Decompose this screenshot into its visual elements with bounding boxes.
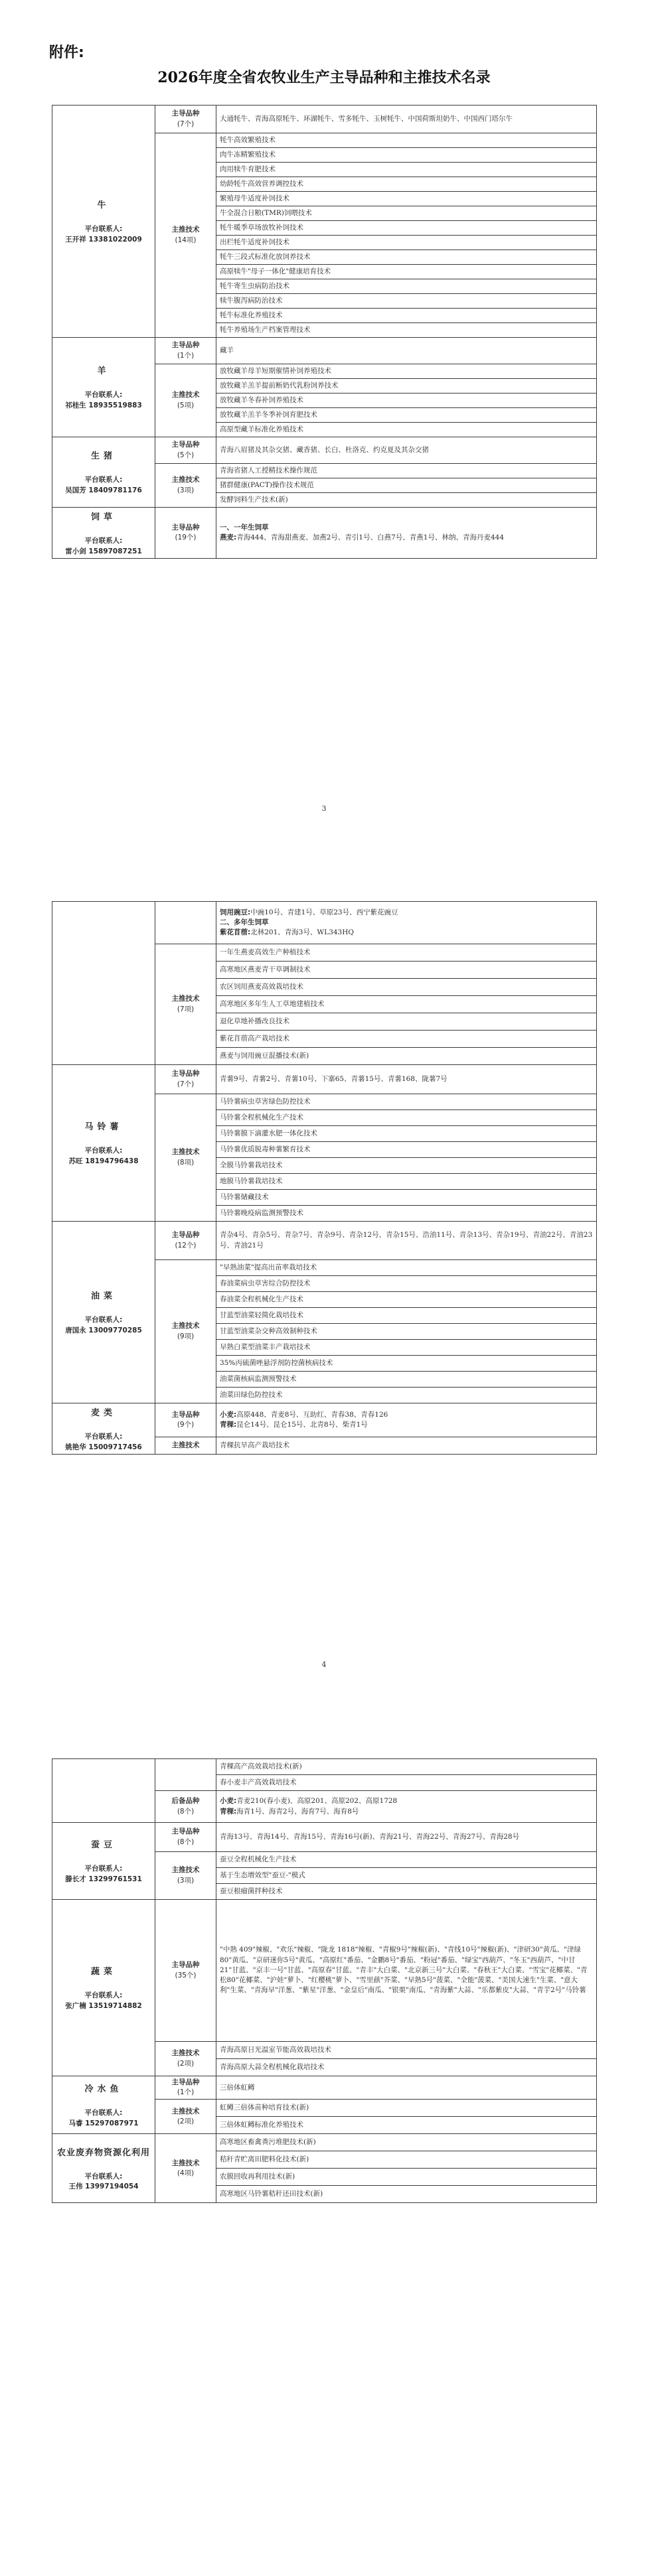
tech-item: 发酵饲料生产技术(新) [216,493,597,508]
tech-label-cell: 主推技术 (5项) [155,364,216,437]
contact-label: 平台联系人: [84,1991,123,2000]
varieties-label-cell: 主导品种 (9个) [155,1403,216,1437]
varieties-list: 大通牦牛、青海高原牦牛、环湖牦牛、雪多牦牛、玉树牦牛、中国荷斯坦奶牛、中国西门塔尔牛 [216,106,597,133]
tech-item: 春油菜全程机械化生产技术 [216,1292,597,1308]
contact-info: 唐国永 13009770285 [65,1326,142,1334]
category-cell-wheat [52,1403,155,1455]
tech-item: 燕麦与饲用豌豆混播技术(新) [216,1048,597,1065]
varieties-list: 青海八眉猪及其杂交猪、藏香猪、长白、杜洛克、约克夏及其杂交猪 [216,437,597,464]
tech-item: 紫花苜蓿高产栽培技术 [216,1031,597,1048]
tech-label-cell: 主推技术 (9项) [155,1260,216,1403]
tech-item: 牦牛标准化养殖技术 [216,309,597,323]
tech-item: 猪群健康(PACT)操作技术规范 [216,478,597,493]
category-name: 牛 [97,200,110,211]
tech-item: 繁殖母牛适度补饲技术 [216,192,597,206]
catalog-table-page-1 [52,105,597,559]
tech-item: 青海高原大蒜全程机械化栽培技术 [216,2059,597,2076]
contact-info: 张广楠 13519714882 [65,2001,142,2010]
varieties-list: 青杂4号、青杂5号、青杂7号、青杂9号、青杂12号、青杂15号、浩油11号、青杂13号、青杂19号、青油22号、青油23号、青油21号 [216,1222,597,1260]
category-cell-sheep [52,338,155,437]
category-name: 冷水鱼 [84,2084,123,2095]
category-cell-wheat-continued [52,1759,155,1823]
category-cell-forage [52,508,155,559]
category-name: 农业废弃物资源化利用 [56,2147,150,2158]
contact-label: 平台联系人: [84,476,123,484]
variety-group-label: 青稞: [220,1420,237,1429]
tech-item: 秸秆青贮离田肥料化技术(新) [216,2151,597,2169]
contact-label: 平台联系人: [84,1865,123,1873]
category-cell-aquaculture [52,2076,155,2134]
catalog-table-page-3 [52,1758,597,2203]
tech-item: 蚕豆根瘤菌拌种技术 [216,1884,597,1900]
tech-item: 农区饲用燕麦高效栽培技术 [216,979,597,996]
variety-group-label: 紫花苜蓿: [220,928,251,937]
document-title: 2026年度全省农牧业生产主导品种和主推技术名录 [157,69,491,86]
tech-item: 青海高原日光温室节能高效栽培技术 [216,2042,597,2059]
tech-item: 马铃薯储藏技术 [216,1190,597,1206]
tech-item: "早熟油菜"提高出苗率栽培技术 [216,1260,597,1276]
tech-item: 青稞抗旱高产栽培技术 [216,1437,597,1454]
section-heading: 一、一年生饲草 [220,523,269,532]
tech-item: 退化草地补播改良技术 [216,1013,597,1031]
varieties-list: 三倍体虹鳟 [216,2076,597,2100]
variety-group-list: 高原448、青麦8号、互助红、青春38、青春126 [236,1410,388,1419]
tech-label-cell: 主推技术 (3项) [155,1852,216,1900]
document-page-3 [0,1712,648,2576]
reserve-varieties [216,1791,597,1823]
tech-label-cell-continued [155,1759,216,1791]
variety-group-label: 燕麦: [220,534,237,542]
tech-item: 马铃薯膜下滴灌水肥一体化技术 [216,1126,597,1142]
contact-info: 苏旺 18194796438 [68,1157,139,1165]
contact-label: 平台联系人: [84,225,123,234]
category-cell-rapeseed [52,1222,155,1403]
category-cell-cattle [52,106,155,338]
tech-item: 虹鳟三倍体苗种培育技术(新) [216,2100,597,2117]
tech-item: 高寒地区多年生人工草地建植技术 [216,996,597,1013]
category-name: 羊 [97,366,110,377]
category-cell-vegetables [52,1900,155,2076]
category-cell-agri-waste [52,2134,155,2203]
category-name: 饲草 [90,512,116,522]
category-cell-potato [52,1065,155,1222]
varieties-label-cell: 主导品种 (19个) [155,508,216,559]
tech-item: 幼龄牦牛高效营养调控技术 [216,177,597,192]
contact-label: 平台联系人: [84,2172,123,2181]
category-name: 生猪 [90,451,116,462]
tech-item: 马铃薯优质脱毒种薯繁育技术 [216,1142,597,1158]
tech-item: 马铃薯晚疫病监测预警技术 [216,1206,597,1222]
tech-item: 甘蓝型油菜杂交种高效制种技术 [216,1324,597,1340]
contact-label: 平台联系人: [84,2108,123,2117]
varieties-label-cell: 主导品种 (5个) [155,437,216,464]
variety-group-list: 北林201、青海3号、WL343HQ [250,928,354,937]
tech-item: 牛全混合日粮(TMR)饲喂技术 [216,206,597,221]
reserve-label-cell: 后备品种 (8个) [155,1791,216,1823]
tech-item: 放牧藏羊羔羊提前断奶代乳粉饲养技术 [216,379,597,394]
tech-item: 春小麦丰产高效栽培技术 [216,1775,597,1791]
contact-info: 姚艳华 15009717456 [65,1443,142,1451]
tech-item: 肉用犊牛育肥技术 [216,163,597,177]
variety-group-label: 饲用豌豆: [220,908,251,916]
variety-group-label: 小麦: [220,1410,237,1419]
contact-info: 王伟 13997194054 [68,2182,139,2191]
tech-item: 高寒地区畜禽粪污堆肥技术(新) [216,2134,597,2151]
contact-info: 吴国芳 18409781176 [65,486,142,494]
category-name: 马铃薯 [84,1122,123,1133]
page-number: 4 [321,1660,327,1669]
tech-item: 牦牛三段式标准化放饲养技术 [216,250,597,265]
tech-item: 春油菜病虫草害综合防控技术 [216,1276,597,1292]
varieties-label-cell-continued [155,902,216,944]
forage-varieties-part-2 [216,902,597,944]
tech-item: 高寒地区马铃薯秸秆还田技术(新) [216,2186,597,2203]
tech-item: 全膜马铃薯栽培技术 [216,1158,597,1174]
tech-item: 甘蓝型油菜轻简化栽培技术 [216,1308,597,1324]
tech-item: 牦牛寄生虫病防治技术 [216,279,597,294]
tech-label-cell: 主推技术 [155,1437,216,1454]
tech-item: 青稞高产高效栽培技术(新) [216,1759,597,1775]
tech-item: 牦牛养殖场生产档案管理技术 [216,323,597,338]
varieties-label-cell: 主导品种 (8个) [155,1823,216,1852]
tech-label-cell: 主推技术 (2项) [155,2100,216,2134]
tech-item: 三倍体虹鳟标准化养殖技术 [216,2117,597,2134]
category-name: 麦类 [90,1408,116,1418]
tech-item: 青海省猪人工授精技术操作规范 [216,464,597,478]
tech-item: 牦牛高效繁殖技术 [216,133,597,148]
variety-group-list: 中豌10号、青建1号、草原23号、西宁紫花豌豆 [250,908,398,916]
tech-item: 肉牛冻精繁殖技术 [216,148,597,163]
tech-item: 马铃薯全程机械化生产技术 [216,1110,597,1126]
category-cell-broadbean [52,1823,155,1900]
tech-label-cell: 主推技术 (8项) [155,1094,216,1222]
tech-item: 早熟白菜型油菜丰产栽培技术 [216,1340,597,1356]
document-page-2 [0,856,648,1705]
tech-item: 油菜菌核病监测预警技术 [216,1372,597,1388]
variety-group-label: 青稞: [220,1807,237,1816]
varieties-label-cell: 主导品种 (7个) [155,106,216,133]
tech-label-cell: 主推技术 (4项) [155,2134,216,2203]
varieties-list: 藏羊 [216,338,597,364]
tech-item: 牦牛暖季草场放牧补饲技术 [216,221,597,236]
tech-item: 马铃薯病虫草害绿色防控技术 [216,1094,597,1110]
category-name: 蚕豆 [90,1840,116,1851]
variety-group-list: 青海444、青海甜燕麦、加燕2号、青引1号、白燕7号、青燕1号、林纳、青海丹麦444 [236,534,505,542]
contact-label: 平台联系人: [84,391,123,399]
tech-item: 高原犊牛"母子一体化"健康培育技术 [216,265,597,279]
varieties-label-cell: 主导品种 (7个) [155,1065,216,1094]
varieties-label-cell: 主导品种 (12个) [155,1222,216,1260]
category-name: 油菜 [90,1291,116,1302]
tech-item: 油菜田绿色防控技术 [216,1388,597,1403]
category-cell-pig [52,437,155,508]
tech-item: 高原型藏羊标准化养殖技术 [216,423,597,437]
tech-item: 农膜回收再利用技术(新) [216,2169,597,2186]
varieties-list: "中熟 409"辣椒、"欢乐"辣椒、"陇龙 1818"辣椒、"青椒9号"辣椒(新)、"青线10号"辣椒(新)、"津研30"黄瓜、"津绿80"黄瓜、"京研迷你5号"黄瓜、"高原红"番茄、"金鹏8号"番茄、"粉冠"番茄、"绿宝"西葫芦、"冬玉"西葫芦、"中甘21"甘蓝、"京丰一号"甘蓝、"高原春"甘蓝、"青丰"大白菜、"北京新三号"大白菜、"春秋王"大白菜、"雪宝"花椰菜、"青松80"花椰菜、"沪娃"萝卜、"红樱桃"萝卜、"雪里蕻"芥菜、"早熟5号"菠菜、"全能"菠菜、"美国大速生"生菜、"意大利"生菜、"青海早"洋葱、"紫星"洋葱、"金皇后"南瓜、"银栗"南瓜、"青海紫"大蒜、"乐都紫皮"大蒜、"青芋2号"马铃薯 [216,1900,597,2042]
tech-item: 出栏牦牛适度补饲技术 [216,236,597,250]
tech-item: 35%丙硫菌唑悬浮剂防控菌核病技术 [216,1356,597,1372]
tech-item: 放牧藏羊冬春补饲养殖技术 [216,394,597,408]
tech-item: 放牧藏羊母羊短期催情补饲养殖技术 [216,364,597,379]
varieties-list: 青海13号、青海14号、青海15号、青海16号(新)、青海21号、青海22号、青海27号、青海28号 [216,1823,597,1852]
tech-item: 一年生燕麦高效生产种植技术 [216,944,597,962]
varieties-label-cell: 主导品种 (35个) [155,1900,216,2042]
attachment-label: 附件: [49,44,84,61]
variety-group-list: 海青1号、海青2号、海育7号、海育8号 [236,1807,359,1816]
section-heading: 二、多年生饲草 [220,918,269,926]
tech-item: 地膜马铃薯栽培技术 [216,1174,597,1190]
tech-label-cell: 主推技术 (2项) [155,2042,216,2076]
forage-varieties-part-1 [216,508,597,559]
category-cell-forage-continued [52,902,155,1065]
tech-item: 蚕豆全程机械化生产技术 [216,1852,597,1868]
tech-label-cell: 主推技术 (7项) [155,944,216,1065]
contact-label: 平台联系人: [84,536,123,545]
contact-label: 平台联系人: [84,1147,123,1155]
contact-label: 平台联系人: [84,1316,123,1324]
tech-item: 犊牛腹泻病防治技术 [216,294,597,309]
variety-group-list: 昆仑14号、昆仑15号、北青8号、柴青1号 [236,1420,368,1429]
tech-item: 放牧藏羊羔羊冬季补饲育肥技术 [216,408,597,423]
tech-item: 基于生态增效型"蚕豆-"模式 [216,1868,597,1884]
page-number: 3 [321,804,327,813]
catalog-table-page-2 [52,901,597,1455]
wheat-varieties [216,1403,597,1437]
contact-info: 马睿 15297087971 [68,2119,139,2127]
contact-label: 平台联系人: [84,1432,123,1441]
varieties-list: 青薯9号、青薯2号、青薯10号、下寨65、青薯15号、青薯168、陇薯7号 [216,1065,597,1094]
contact-info: 祁桂生 18935519883 [65,401,142,409]
tech-label-cell: 主推技术 (14项) [155,133,216,338]
varieties-label-cell: 主导品种 (1个) [155,2076,216,2100]
contact-info: 王开祥 13381022009 [65,235,142,244]
category-name: 蔬菜 [90,1967,116,1977]
tech-item: 高寒地区燕麦青干草调制技术 [216,962,597,979]
document-page-1 [0,0,648,849]
contact-info: 雷小剑 15897087251 [65,547,142,555]
variety-group-list: 青麦210(春小麦)、高原201、高原202、高原1728 [236,1797,398,1806]
varieties-label-cell: 主导品种 (1个) [155,338,216,364]
tech-label-cell: 主推技术 (3项) [155,464,216,508]
contact-info: 滕长才 13299761531 [65,1875,142,1883]
variety-group-label: 小麦: [220,1797,237,1806]
